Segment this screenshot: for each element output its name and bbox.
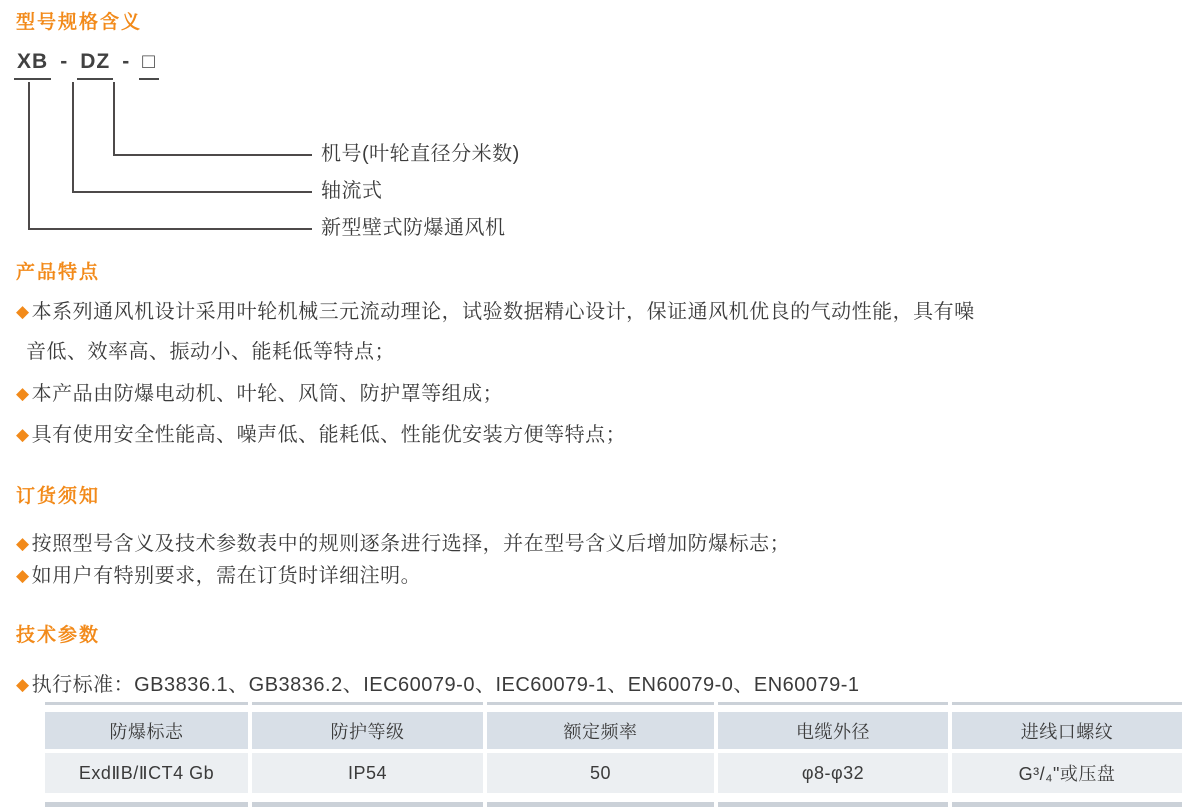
section-heading-tech-params: 技术参数 xyxy=(16,625,101,646)
table-cell-rated-frequency: 50 xyxy=(487,753,714,793)
model-code-middle: DZ xyxy=(77,50,113,80)
diagram-label-machine-no: 机号(叶轮直径分米数) xyxy=(321,143,520,165)
diamond-bullet-icon: ◆ xyxy=(16,302,30,321)
table-cell-explosion-mark: ExdⅡB/ⅡCT4 Gb xyxy=(45,753,248,793)
table-header-row xyxy=(45,712,1182,749)
feature-bullet-3 xyxy=(16,422,626,448)
feature-bullet-2 xyxy=(16,381,503,407)
table-top-border xyxy=(45,702,1182,705)
model-code-separator: - xyxy=(60,50,69,73)
feature-bullet-3-text: 具有使用安全性能高、噪声低、能耗低、性能优安装方便等特点； xyxy=(31,424,627,446)
standards-bullet xyxy=(16,672,860,698)
model-code-separator: - xyxy=(122,50,131,73)
table-header-rated-frequency: 额定频率 xyxy=(487,712,714,749)
model-code xyxy=(14,50,159,80)
ordering-bullet-1-text: 按照型号含义及技术参数表中的规则逐条进行选择，并在型号含义后增加防爆标志； xyxy=(31,533,791,555)
diagram-label-axial: 轴流式 xyxy=(321,180,383,202)
diagram-label-type: 新型壁式防爆通风机 xyxy=(321,217,506,239)
ordering-bullet-1 xyxy=(16,531,790,557)
diamond-bullet-icon: ◆ xyxy=(16,425,30,444)
ordering-bullet-2 xyxy=(16,563,421,589)
section-heading-model-spec: 型号规格含义 xyxy=(16,12,143,33)
model-code-box-icon: □ xyxy=(139,50,159,80)
feature-bullet-1-text: 本系列通风机设计采用叶轮机械三元流动理论，试验数据精心设计，保证通风机优良的气动性能，具有噪 xyxy=(31,301,975,323)
table-bottom-border xyxy=(45,802,1182,807)
standards-text: 执行标准：GB3836.1、GB3836.2、IEC60079-0、IEC60079-1、EN60079-0、EN60079-1 xyxy=(31,674,860,696)
table-cell-inlet-thread: G³/₄"或压盘 xyxy=(952,753,1182,793)
section-heading-features: 产品特点 xyxy=(16,262,101,283)
table-data-row xyxy=(45,753,1182,793)
table-header-cable-diameter: 电缆外径 xyxy=(718,712,948,749)
table-cell-protection-grade: IP54 xyxy=(252,753,483,793)
connector-line-machine-no xyxy=(113,82,312,156)
table-cell-cable-diameter: φ8-φ32 xyxy=(718,753,948,793)
section-heading-ordering: 订货须知 xyxy=(16,486,101,507)
table-header-inlet-thread: 进线口螺纹 xyxy=(952,712,1182,749)
tech-params-table xyxy=(45,702,1182,807)
ordering-bullet-2-text: 如用户有特别要求，需在订货时详细注明。 xyxy=(31,565,422,587)
diamond-bullet-icon: ◆ xyxy=(16,675,30,694)
table-header-explosion-mark: 防爆标志 xyxy=(45,712,248,749)
feature-bullet-1-continuation: 音低、效率高、振动小、能耗低等特点； xyxy=(26,341,395,363)
feature-bullet-2-text: 本产品由防爆电动机、叶轮、风筒、防护罩等组成； xyxy=(31,383,504,405)
feature-bullet-1 xyxy=(16,299,975,325)
diamond-bullet-icon: ◆ xyxy=(16,384,30,403)
diamond-bullet-icon: ◆ xyxy=(16,534,30,553)
table-header-protection-grade: 防护等级 xyxy=(252,712,483,749)
model-code-prefix: XB xyxy=(14,50,51,80)
diamond-bullet-icon: ◆ xyxy=(16,566,30,585)
